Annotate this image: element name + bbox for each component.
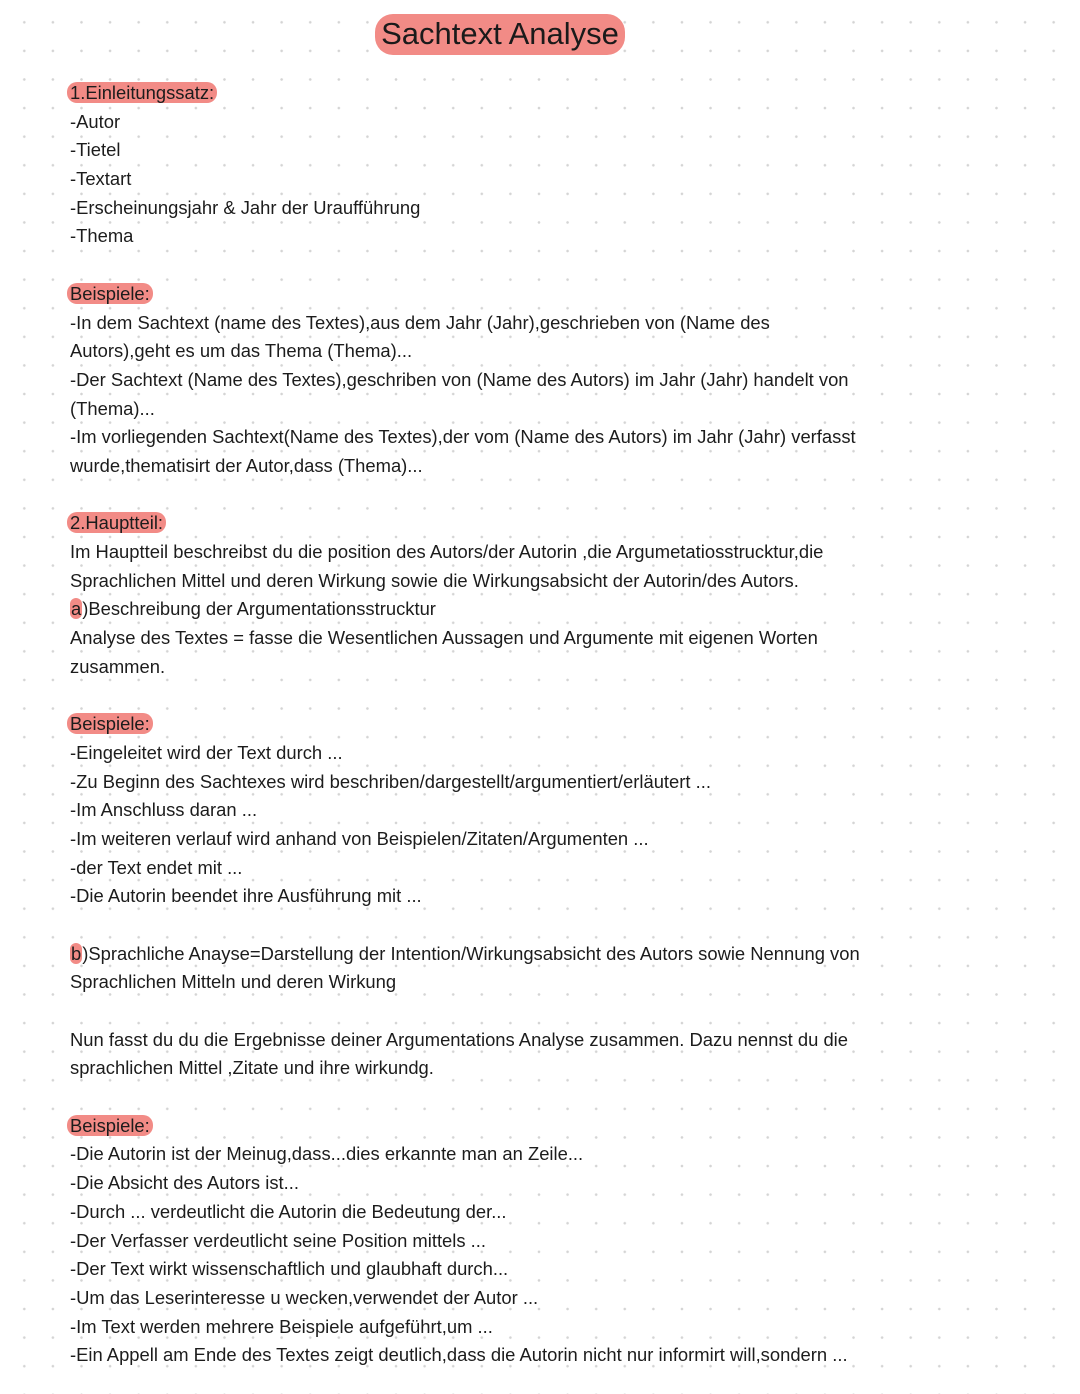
spacer xyxy=(70,911,930,940)
hauptteil-heading-line xyxy=(70,509,930,538)
hauptteil-line: Sprachlichen Mittel und deren Wirkung sowie die Wirkungsabsicht der Autorin/des Autors. xyxy=(70,569,799,591)
page-title: Sachtext Analyse xyxy=(375,14,625,55)
beispiele3-heading: Beispiele: xyxy=(67,1115,153,1136)
beispiele3-line: -Um das Leserinteresse u wecken,verwendet der Autor ... xyxy=(70,1286,539,1308)
beispiele1-line: Autors),geht es um das Thema (Thema)... xyxy=(70,340,413,362)
beispiele3-heading-line xyxy=(70,1112,930,1141)
beispiele2-heading: Beispiele: xyxy=(67,713,153,734)
einleitung-item: -Textart xyxy=(70,168,132,190)
beispiele3-line: -Durch ... verdeutlicht die Autorin die Bedeutung der... xyxy=(70,1200,507,1222)
beispiele2-line: -Eingeleitet wird der Text durch ... xyxy=(70,741,343,763)
beispiele2-line: -Im Anschluss daran ... xyxy=(70,799,258,821)
beispiele2-line: -Zu Beginn des Sachtexes wird beschriben/dargestellt/argumentiert/erläutert ... xyxy=(70,770,711,792)
b-text: )Sprachliche Anayse=Darstellung der Intention/Wirkungsabsicht des Autors sowie Nennung von xyxy=(82,942,860,964)
analyse-line: zusammen. xyxy=(70,655,166,677)
title-container xyxy=(0,14,1000,55)
beispiele3-line: -Der Text wirkt wissenschaftlich und glaubhaft durch... xyxy=(70,1258,509,1280)
beispiele3-line: -Die Absicht des Autors ist... xyxy=(70,1172,299,1194)
einleitung-heading: 1.Einleitungssatz: xyxy=(67,82,217,103)
beispiele2-line: -Im weiteren verlauf wird anhand von Beispielen/Zitaten/Argumenten ... xyxy=(70,827,649,849)
summary-line: Nun fasst du du die Ergebnisse deiner Argumentations Analyse zusammen. Dazu nennst du die xyxy=(70,1028,848,1050)
beispiele2-line: -Die Autorin beendet ihre Ausführung mit ... xyxy=(70,885,422,907)
spacer xyxy=(70,1083,930,1112)
spacer xyxy=(70,251,930,280)
beispiele3-line: -Die Autorin ist der Meinug,dass...dies erkannte man an Zeile... xyxy=(70,1143,584,1165)
hauptteil-heading: 2.Hauptteil: xyxy=(67,512,166,533)
einleitung-item: -Erscheinungsjahr & Jahr der Uraufführung xyxy=(70,196,421,218)
beispiele1-line: -Im vorliegenden Sachtext(Name des Textes),der vom (Name des Autors) im Jahr (Jahr) verfasst xyxy=(70,426,856,448)
hauptteil-a-line xyxy=(70,595,930,624)
beispiele1-heading-line xyxy=(70,280,930,309)
beispiele3-line: -Im Text werden mehrere Beispiele aufgeführt,um ... xyxy=(70,1315,493,1337)
beispiele1-line: -In dem Sachtext (name des Textes),aus dem Jahr (Jahr),geschrieben von (Name des xyxy=(70,311,770,333)
beispiele1-line: wurde,thematisirt der Autor,dass (Thema)... xyxy=(70,454,423,476)
spacer xyxy=(70,681,930,710)
sprachlich-line: Sprachlichen Mitteln und deren Wirkung xyxy=(70,971,397,993)
beispiele3-line: -Der Verfasser verdeutlicht seine Position mittels ... xyxy=(70,1229,486,1251)
b-marker: b xyxy=(71,942,82,964)
a-marker: a xyxy=(71,598,82,620)
beispiele1-heading: Beispiele: xyxy=(67,283,153,304)
beispiele2-line: -der Text endet mit ... xyxy=(70,856,243,878)
einleitung-item: -Autor xyxy=(70,110,121,132)
einleitung-item: -Thema xyxy=(70,225,134,247)
sprachlich-b-line xyxy=(70,940,930,969)
beispiele1-line: -Der Sachtext (Name des Textes),geschriben von (Name des Autors) im Jahr (Jahr) handelt von xyxy=(70,368,849,390)
analyse-line: Analyse des Textes = fasse die Wesentlichen Aussagen und Argumente mit eigenen Worten xyxy=(70,627,818,649)
spacer xyxy=(70,481,930,510)
einleitung-item: -Tietel xyxy=(70,139,121,161)
summary-line: sprachlichen Mittel ,Zitate und ihre wirkundg. xyxy=(70,1057,434,1079)
beispiele2-heading-line xyxy=(70,710,930,739)
document-body xyxy=(70,79,930,1370)
beispiele1-line: (Thema)... xyxy=(70,397,155,419)
einleitung-heading-line xyxy=(70,79,930,108)
a-text: )Beschreibung der Argumentationsstrucktur xyxy=(82,598,436,620)
beispiele3-line: -Ein Appell am Ende des Textes zeigt deutlich,dass die Autorin nicht nur informirt will,sondern ... xyxy=(70,1344,848,1366)
spacer xyxy=(70,997,930,1026)
hauptteil-line: Im Hauptteil beschreibst du die position des Autors/der Autorin ,die Argumetatiosstrucktur,die xyxy=(70,541,824,562)
